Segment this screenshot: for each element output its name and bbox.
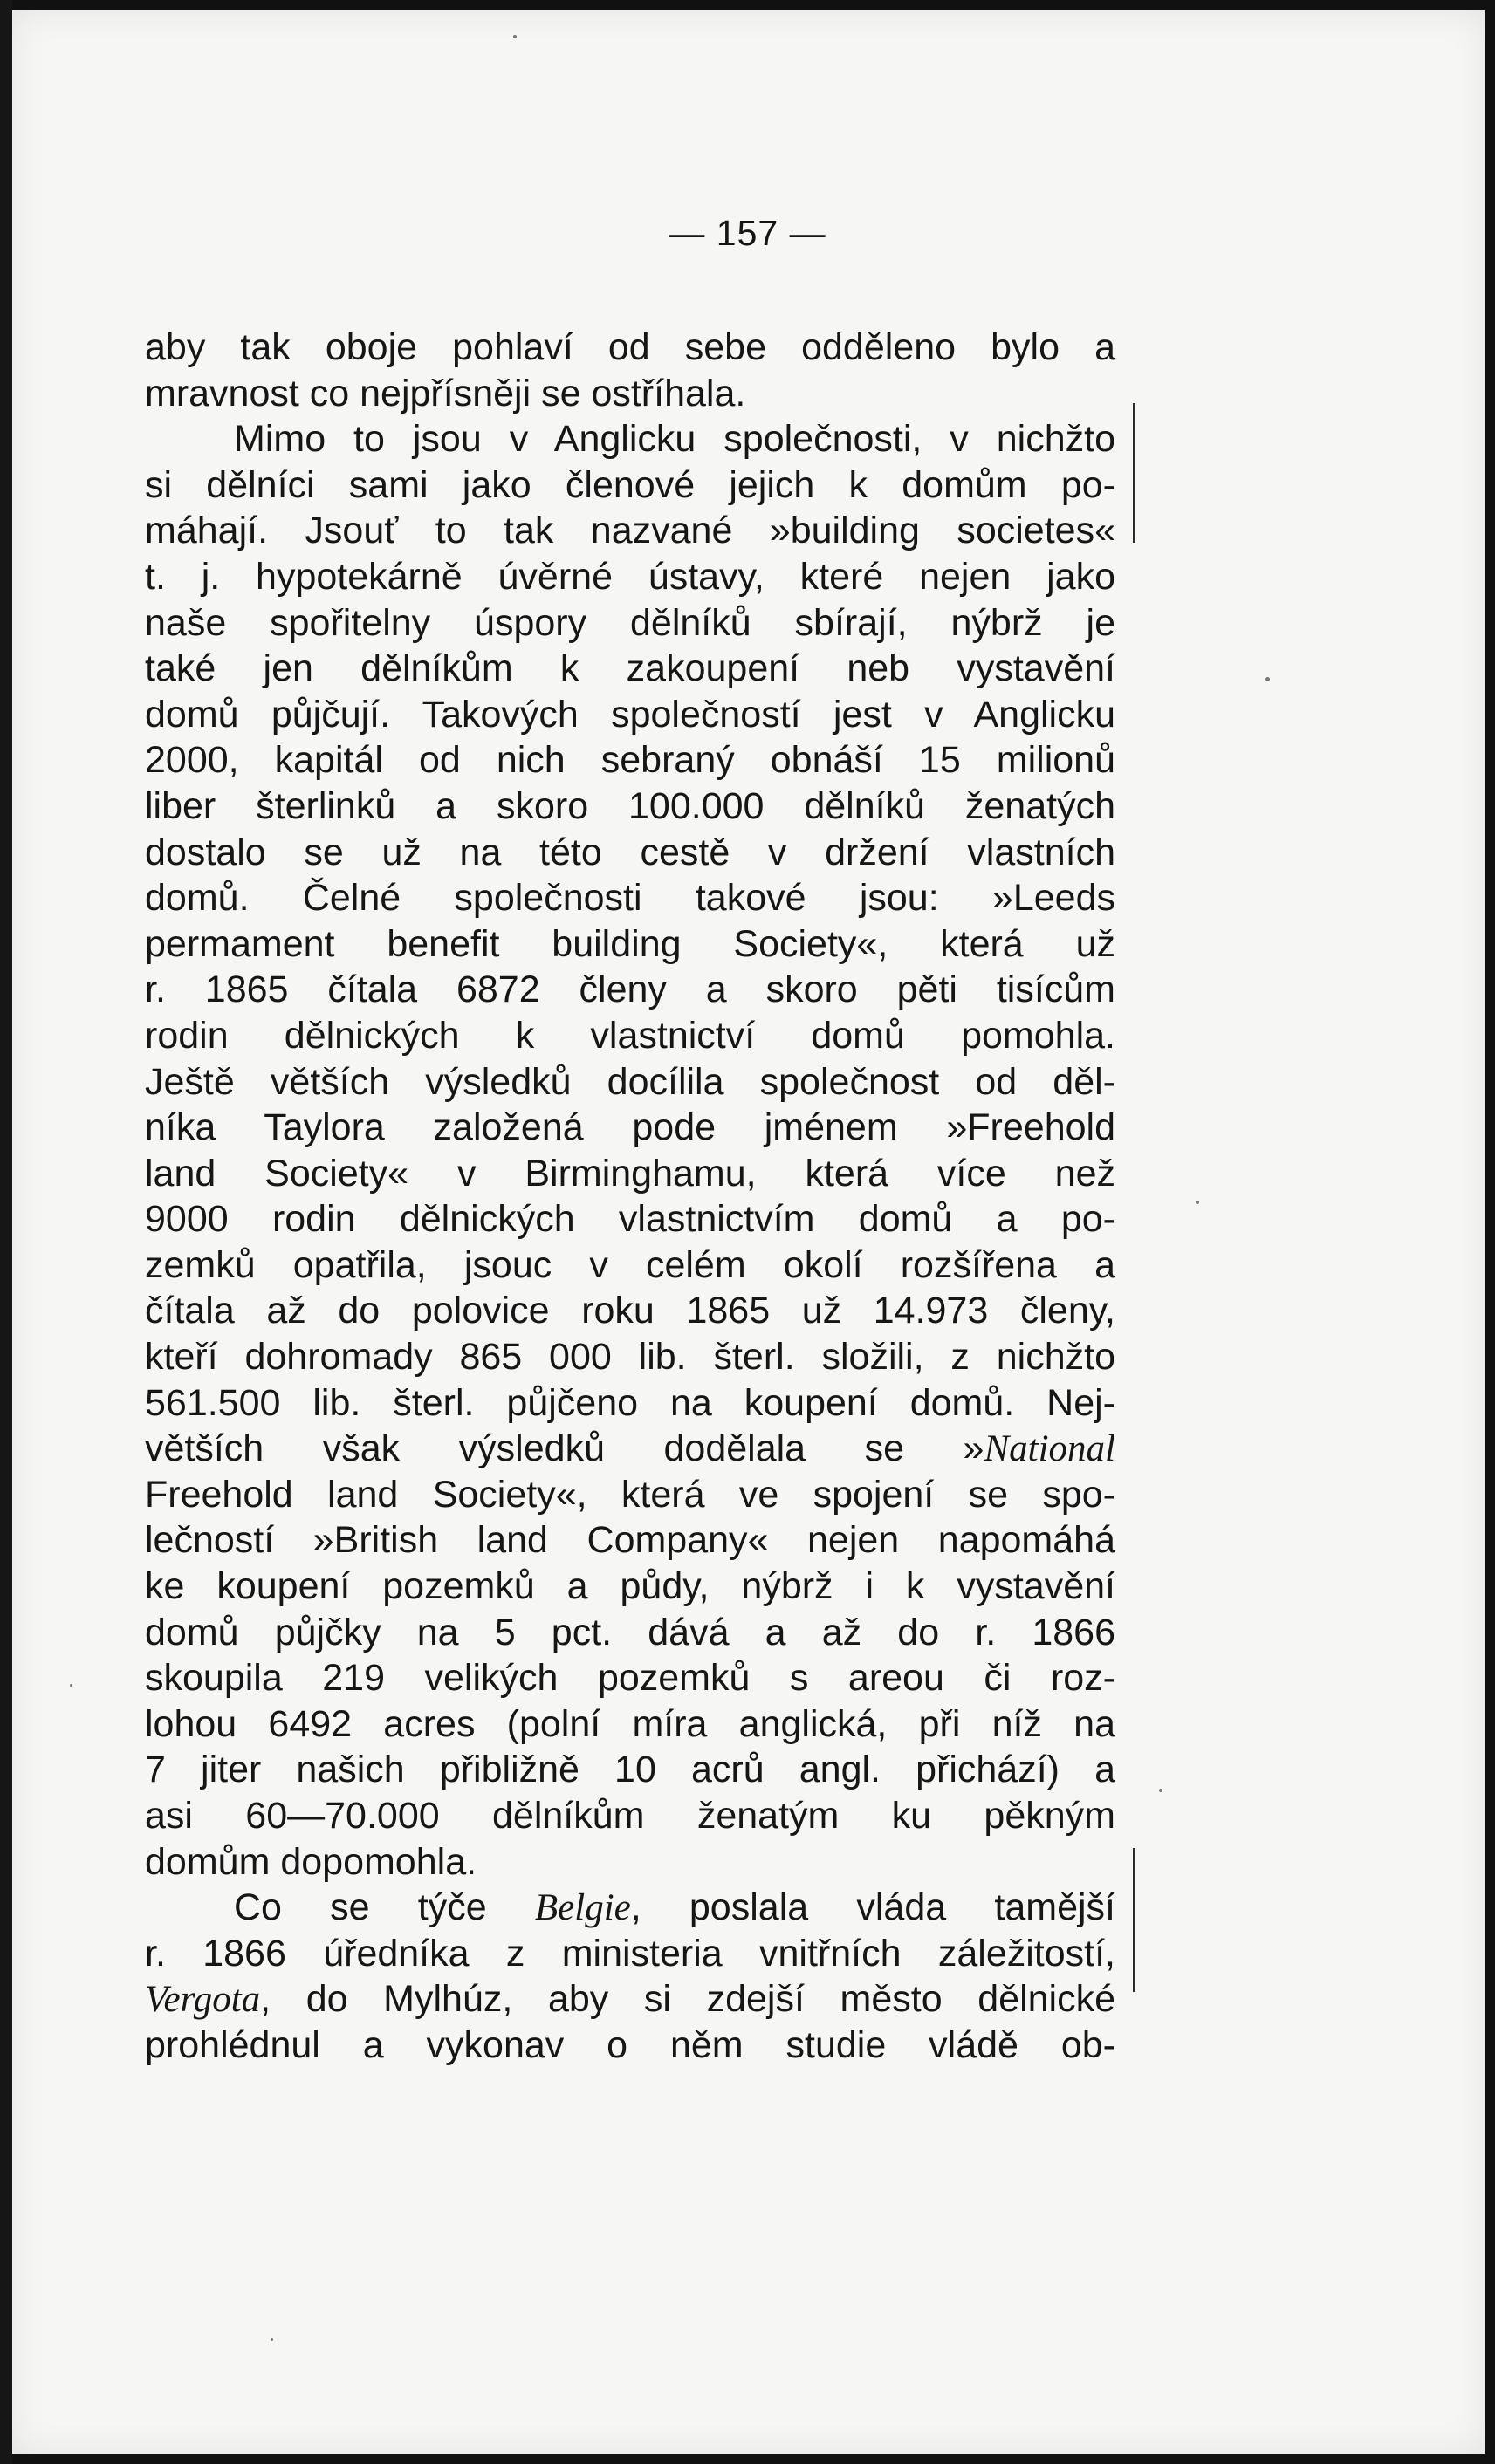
text-line: také jen dělníkům k zakoupení neb vystavění [145,647,1115,690]
line-part: Co se týče [234,1886,535,1929]
text-line [145,1976,1115,2023]
text-line: máhají. Jsouť to tak nazvané »building societes« [145,510,1115,552]
body-text [145,325,1115,2069]
italic-term-national: National [984,1428,1115,1470]
scan-left-edge [0,0,12,2464]
text-line: r. 1866 úředníka z ministeria vnitřních záležitostí, [145,1932,1115,1975]
text-line: t. j. hypotekárně úvěrné ústavy, které nejen jako [145,555,1115,598]
text-line: domů půjčují. Takových společností jest v Anglicku [145,693,1115,736]
line-part: větších však výsledků dodělala se » [145,1427,984,1470]
text-line: čítala až do polovice roku 1865 už 14.973 členy, [145,1290,1115,1332]
text-line: mravnost co nejpřísněji se ostříhala. [145,372,746,414]
scan-speck [513,35,517,38]
text-line: Freehold land Society«, která ve spojení se spo- [145,1473,1115,1516]
italic-term-vergota: Vergota [145,1979,261,2021]
scan-speck [1159,1789,1162,1792]
scan-speck [1265,677,1270,681]
scan-speck [1196,1201,1199,1204]
text-line: naše spořitelny úspory dělníků sbírají, nýbrž je [145,601,1115,644]
text-line: domům dopomohla. [145,1840,477,1883]
text-line: níka Taylora založená pode jménem »Freehold [145,1106,1115,1149]
scan-speck [70,1684,72,1687]
text-line: r. 1865 čítala 6872 členy a skoro pěti tisícům [145,968,1115,1011]
text-line: 7 jiter našich přibližně 10 acrů angl. přichází) a [145,1749,1115,1791]
text-line: Mimo to jsou v Anglicku společnosti, v nichžto [234,418,1115,461]
text-line: domů půjčky na 5 pct. dává a až do r. 1866 [145,1611,1115,1653]
margin-rule-upper [1133,403,1135,543]
text-line: 561.500 lib. šterl. půjčeno na koupení domů. Nej- [145,1381,1115,1424]
text-line [145,1885,1115,1931]
text-line: skoupila 219 velikých pozemků s areou či roz- [145,1657,1115,1700]
text-line: zemků opatřila, jsouc v celém okolí rozšířena a [145,1243,1115,1286]
text-line: domů. Čelné společnosti takové jsou: »Leeds [145,877,1115,920]
text-line: prohlédnul a vykonav o něm studie vládě ob- [145,2023,1115,2066]
text-line: kteří dohromady 865 000 lib. šterl. složili, z nichžto [145,1336,1115,1379]
text-line: land Society« v Birminghamu, která více než [145,1152,1115,1194]
margin-rule-lower [1133,1848,1135,1992]
page-number: — 157 — [669,213,826,253]
text-line: permament benefit building Society«, která už [145,922,1115,965]
scan-speck [271,2338,273,2341]
text-line: Ještě větších výsledků docílila společnost od děl- [145,1060,1115,1103]
text-line: rodin dělnických k vlastnictví domů pomohla. [145,1014,1115,1057]
text-line: aby tak oboje pohlaví od sebe odděleno bylo a [145,326,1115,368]
italic-term-belgie: Belgie [534,1887,631,1929]
text-line [145,1426,1115,1472]
text-line: lohou 6492 acres (polní míra anglická, při níž na [145,1702,1115,1745]
text-line: 9000 rodin dělnických vlastnictvím domů a po- [145,1198,1115,1241]
text-line: dostalo se už na této cestě v držení vlastních [145,831,1115,873]
text-line: 2000, kapitál od nich sebraný obnáší 15 milionů [145,739,1115,782]
text-line: liber šterlinků a skoro 100.000 dělníků ženatých [145,784,1115,827]
text-line: ke koupení pozemků a půdy, nýbrž i k vystavění [145,1565,1115,1608]
text-line: lečností »British land Company« nejen napomáhá [145,1519,1115,1562]
text-line: asi 60—70.000 dělníkům ženatým ku pěkným [145,1795,1115,1837]
text-line: si dělníci sami jako členové jejich k domům po- [145,463,1115,506]
line-part: , poslala vláda tamější [630,1886,1115,1929]
line-part: , do Mylhúz, aby si zdejší město dělnické [260,1978,1115,2021]
